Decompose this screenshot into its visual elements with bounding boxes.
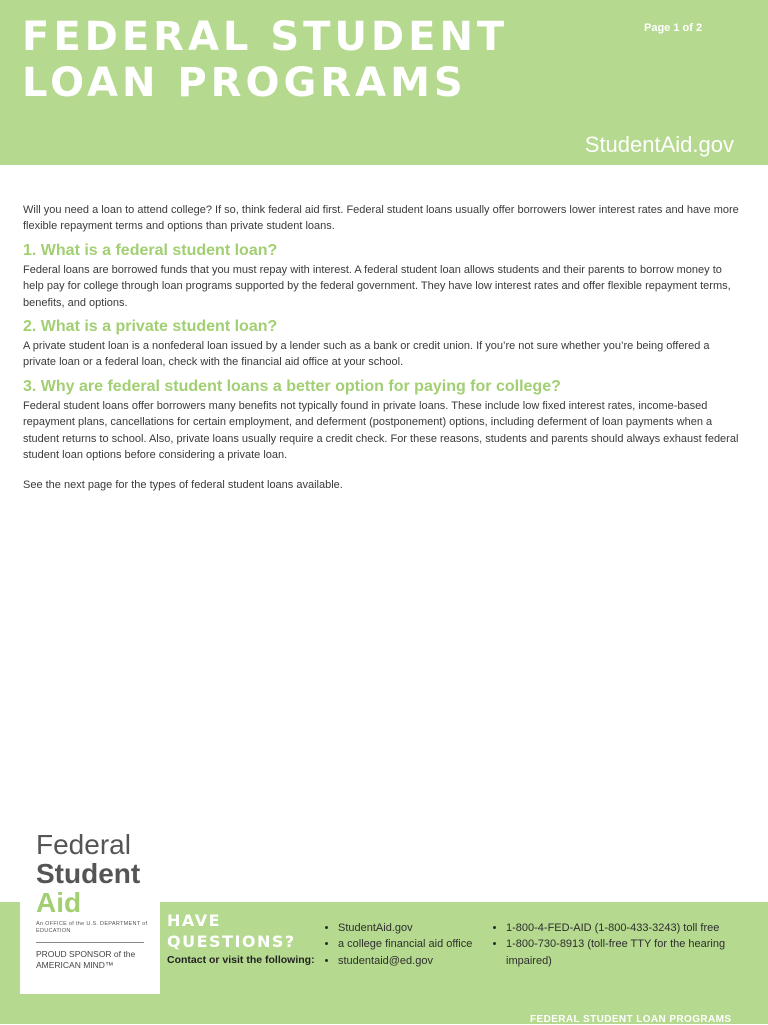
contact-item-website[interactable]: • StudentAid.gov xyxy=(338,920,503,936)
page-header xyxy=(0,0,768,165)
contact-item-phone: • 1-800-4-FED-AID (1-800-433-3243) toll free xyxy=(506,920,764,936)
section-heading-why-federal: 3. Why are federal student loans a better option for paying for college? xyxy=(23,377,561,395)
section-body-federal-loan: Federal loans are borrowed funds that you must repay with interest. A federal student loan allows students and their parents to borrow money to help pay for college through loan programs supported by the federal government. They have low interest rates and offer flexible repayment terms, benefits, and options. xyxy=(23,263,731,309)
logo-office-text: An OFFICE of the U.S. DEPARTMENT of EDUCATION xyxy=(36,921,148,934)
contact-label: Contact or visit the following: xyxy=(167,954,315,966)
contact-item-email[interactable]: • studentaid@ed.gov xyxy=(338,953,503,969)
section-body-private-loan: A private student loan is a nonfederal loan issued by a lender such as a bank or credit union. If you’re not sure whether you’re being offered a private loan or a federal loan, check with the financial aid office at your school. xyxy=(23,340,710,369)
contact-item-tty: • 1-800-730-8913 (toll-free TTY for the hearing impaired) xyxy=(506,936,764,969)
main-content xyxy=(23,202,739,494)
section-heading-federal-loan: 1. What is a federal student loan? xyxy=(23,241,278,259)
footer-document-title: FEDERAL STUDENT LOAN PROGRAMS xyxy=(530,1014,732,1025)
site-url[interactable]: StudentAid.gov xyxy=(584,132,734,157)
logo-line-aid: Aid xyxy=(36,887,82,918)
contact-list-right xyxy=(490,920,764,969)
have-questions-heading: HAVE QUESTIONS? xyxy=(167,911,296,951)
section-body-why-federal: Federal student loans offer borrowers many benefits not typically found in private loans. These include low fixed interest rates, income-based repayment plans, cancellations for certain employment, and deferment (postponement) options, including deferment of loan payments when a student returns to school. Also, private loans usually require a credit check. For these reasons, students and parents should always exhaust federal student loan options before considering a private loan. xyxy=(23,399,739,462)
federal-student-aid-logo xyxy=(20,820,160,994)
document-title: FEDERAL STUDENT LOAN PROGRAMS xyxy=(22,14,509,106)
section-heading-private-loan: 2. What is a private student loan? xyxy=(23,318,278,336)
logo-sponsor-text: PROUD SPONSOR of the AMERICAN MIND™ xyxy=(36,949,136,970)
logo-line-federal: Federal xyxy=(36,829,131,860)
logo-line-student: Student xyxy=(36,858,141,889)
logo-divider xyxy=(36,942,144,943)
contact-item-aid-office: • a college financial aid office xyxy=(338,936,503,952)
closing-note: See the next page for the types of federal student loans available. xyxy=(23,479,343,492)
contact-list-left xyxy=(322,920,503,969)
page-number: Page 1 of 2 xyxy=(644,22,703,34)
intro-paragraph: Will you need a loan to attend college? If so, think federal aid first. Federal student loans usually offer borrowers lower interest rates and have more flexible repayment terms and options than private student loans. xyxy=(23,204,739,233)
